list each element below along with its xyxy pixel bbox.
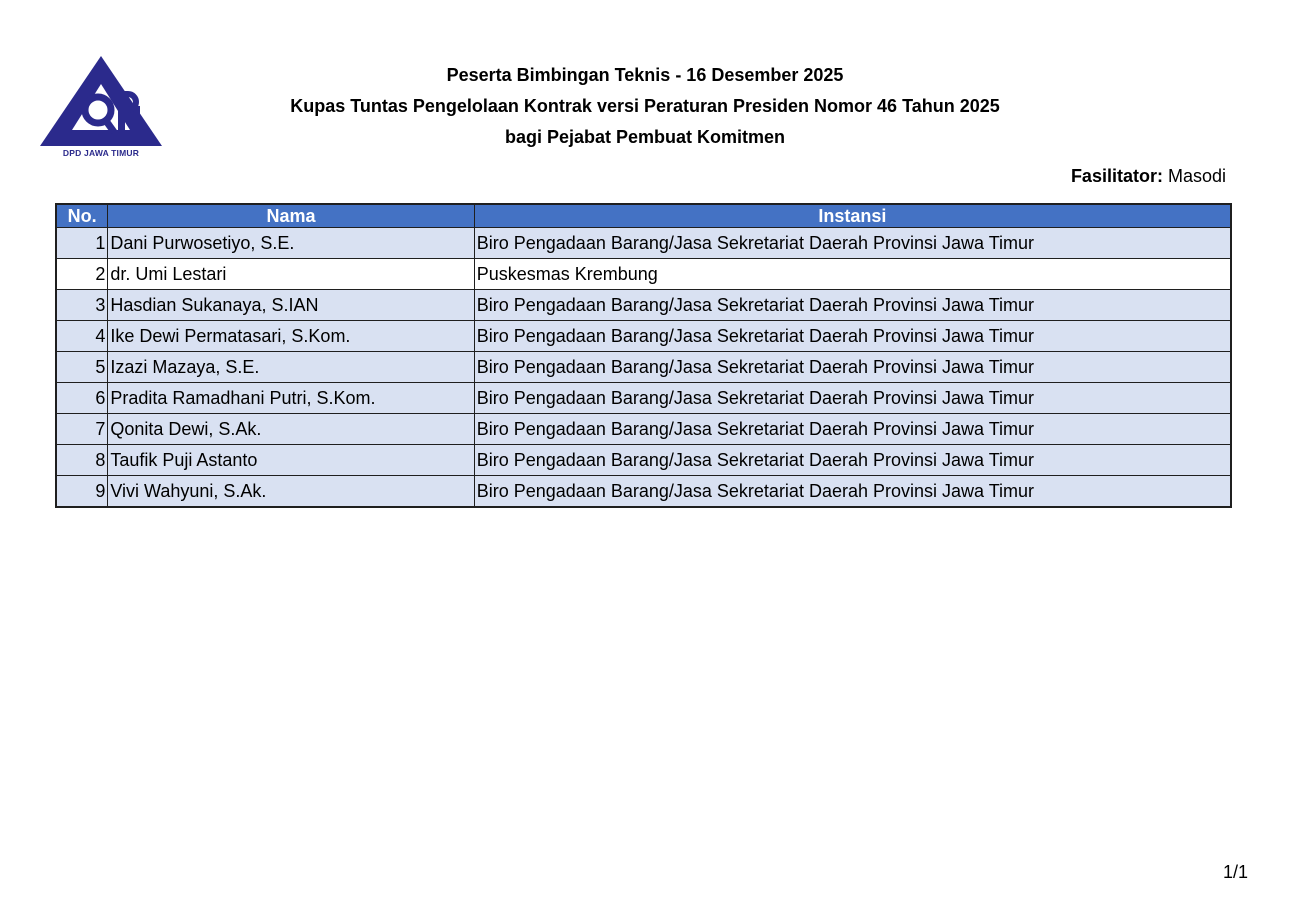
participant-name: Izazi Mazaya, S.E. <box>108 352 474 383</box>
row-number: 1 <box>56 228 108 259</box>
participant-institution: Biro Pengadaan Barang/Jasa Sekretariat Daerah Provinsi Jawa Timur <box>474 290 1231 321</box>
participant-institution: Biro Pengadaan Barang/Jasa Sekretariat Daerah Provinsi Jawa Timur <box>474 228 1231 259</box>
row-number: 5 <box>56 352 108 383</box>
title-line-3: bagi Pejabat Pembuat Komitmen <box>504 127 786 147</box>
row-number: 9 <box>56 476 108 508</box>
row-number: 8 <box>56 445 108 476</box>
facilitator-label: Fasilitator: <box>1070 166 1163 186</box>
table-row <box>56 414 1231 445</box>
table-row <box>56 383 1231 414</box>
column-header-no: No. <box>56 204 108 228</box>
participant-institution: Puskesmas Krembung <box>474 259 1231 290</box>
participant-institution: Biro Pengadaan Barang/Jasa Sekretariat Daerah Provinsi Jawa Timur <box>474 445 1231 476</box>
table-row <box>56 259 1231 290</box>
title-line-2: Kupas Tuntas Pengelolaan Kontrak versi Peraturan Presiden Nomor 46 Tahun 2025 <box>290 96 1000 116</box>
logo-text: DPD JAWA TIMUR <box>62 148 140 158</box>
participant-name: Pradita Ramadhani Putri, S.Kom. <box>108 383 474 414</box>
page-number: 1/1 <box>1222 862 1248 882</box>
participant-name: dr. Umi Lestari <box>108 259 474 290</box>
column-header-instansi: Instansi <box>474 204 1231 228</box>
document-title-block <box>0 60 1290 153</box>
table-row <box>56 476 1231 508</box>
participant-name: Dani Purwosetiyo, S.E. <box>108 228 474 259</box>
participant-institution: Biro Pengadaan Barang/Jasa Sekretariat Daerah Provinsi Jawa Timur <box>474 383 1231 414</box>
table-header-row <box>56 204 1231 228</box>
table-row <box>56 290 1231 321</box>
participant-name: Taufik Puji Astanto <box>108 445 474 476</box>
row-number: 3 <box>56 290 108 321</box>
participant-institution: Biro Pengadaan Barang/Jasa Sekretariat Daerah Provinsi Jawa Timur <box>474 414 1231 445</box>
participant-institution: Biro Pengadaan Barang/Jasa Sekretariat Daerah Provinsi Jawa Timur <box>474 321 1231 352</box>
participant-name: Vivi Wahyuni, S.Ak. <box>108 476 474 508</box>
row-number: 7 <box>56 414 108 445</box>
table-row <box>56 445 1231 476</box>
row-number: 2 <box>56 259 108 290</box>
participant-name: Qonita Dewi, S.Ak. <box>108 414 474 445</box>
facilitator-line <box>1071 166 1226 187</box>
participant-table <box>55 203 1232 508</box>
row-number: 4 <box>56 321 108 352</box>
column-header-nama: Nama <box>108 204 474 228</box>
participant-institution: Biro Pengadaan Barang/Jasa Sekretariat Daerah Provinsi Jawa Timur <box>474 352 1231 383</box>
participant-institution: Biro Pengadaan Barang/Jasa Sekretariat Daerah Provinsi Jawa Timur <box>474 476 1231 508</box>
participant-name: Hasdian Sukanaya, S.IAN <box>108 290 474 321</box>
table-row <box>56 321 1231 352</box>
table-row <box>56 352 1231 383</box>
row-number: 6 <box>56 383 108 414</box>
table-row <box>56 228 1231 259</box>
participant-name: Ike Dewi Permatasari, S.Kom. <box>108 321 474 352</box>
title-line-1: Peserta Bimbingan Teknis - 16 Desember 2025 <box>446 65 844 85</box>
facilitator-name: Masodi <box>1167 166 1226 186</box>
